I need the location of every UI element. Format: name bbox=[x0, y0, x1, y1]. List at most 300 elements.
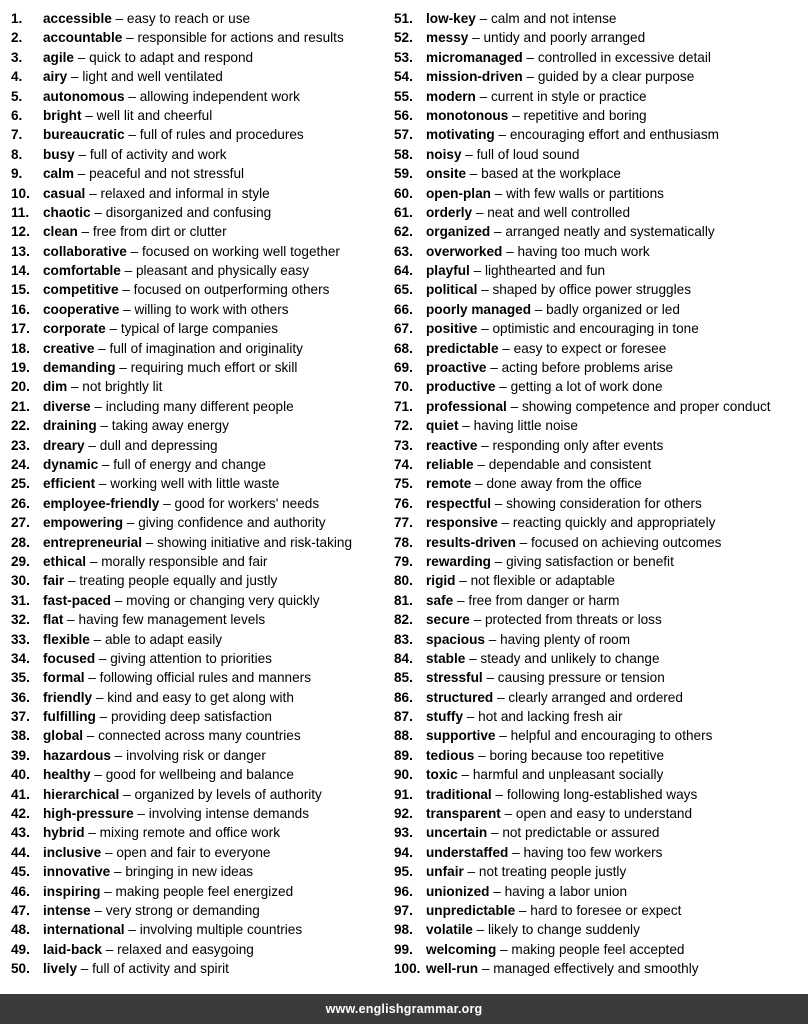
list-item bbox=[394, 920, 806, 939]
item-word: focused bbox=[43, 650, 96, 666]
list-item bbox=[11, 785, 386, 804]
list-item bbox=[394, 688, 806, 707]
list-item bbox=[394, 862, 806, 881]
list-item bbox=[394, 823, 806, 842]
footer-banner bbox=[0, 994, 808, 1024]
item-number: 72. bbox=[394, 418, 413, 434]
item-separator: – bbox=[463, 864, 479, 880]
item-number: 16. bbox=[11, 301, 30, 317]
item-number: 89. bbox=[394, 747, 413, 763]
item-number: 13. bbox=[11, 243, 30, 259]
item-separator: – bbox=[110, 864, 126, 880]
item-number: 29. bbox=[11, 553, 30, 569]
item-number: 65. bbox=[394, 282, 413, 298]
item-word: volatile bbox=[426, 922, 473, 938]
item-number: 45. bbox=[11, 864, 30, 880]
list-item bbox=[11, 688, 386, 707]
list-item bbox=[11, 746, 386, 765]
item-separator: – bbox=[85, 185, 101, 201]
item-word: reliable bbox=[426, 456, 474, 472]
item-number: 69. bbox=[394, 360, 413, 376]
item-definition: having few management levels bbox=[78, 612, 266, 628]
item-separator: – bbox=[465, 650, 481, 666]
list-item bbox=[394, 436, 806, 455]
item-number: 25. bbox=[11, 476, 30, 492]
item-separator: – bbox=[120, 263, 136, 279]
list-item bbox=[11, 882, 386, 901]
item-number: 58. bbox=[394, 146, 413, 162]
item-definition: having too much work bbox=[517, 243, 650, 259]
list-item bbox=[394, 242, 806, 261]
list-item bbox=[394, 804, 806, 823]
item-separator: – bbox=[111, 11, 127, 26]
item-definition: involving intense demands bbox=[148, 806, 309, 822]
list-item bbox=[11, 67, 386, 86]
item-separator: – bbox=[96, 418, 112, 434]
item-definition: taking away energy bbox=[111, 418, 229, 434]
item-definition: not predictable or assured bbox=[502, 825, 660, 841]
item-number: 14. bbox=[11, 263, 30, 279]
list-item bbox=[394, 455, 806, 474]
item-definition: hard to foresee or expect bbox=[530, 902, 682, 918]
item-word: autonomous bbox=[43, 88, 125, 104]
word-list bbox=[0, 9, 808, 984]
item-word: unpredictable bbox=[426, 902, 516, 918]
item-number: 48. bbox=[11, 922, 30, 938]
item-number: 6. bbox=[11, 107, 23, 123]
item-definition: morally responsible and fair bbox=[101, 553, 268, 569]
item-definition: full of activity and work bbox=[89, 146, 227, 162]
item-number: 74. bbox=[394, 456, 413, 472]
item-number: 96. bbox=[394, 883, 413, 899]
item-number: 97. bbox=[394, 902, 413, 918]
item-separator: – bbox=[89, 631, 105, 647]
item-word: overworked bbox=[426, 243, 503, 259]
list-item bbox=[394, 125, 806, 144]
item-number: 30. bbox=[11, 573, 30, 589]
list-item bbox=[394, 591, 806, 610]
item-separator: – bbox=[90, 204, 106, 220]
list-item bbox=[11, 707, 386, 726]
item-word: bureaucratic bbox=[43, 127, 125, 143]
item-word: micromanaged bbox=[426, 49, 523, 65]
item-definition: giving attention to priorities bbox=[110, 650, 272, 666]
item-number: 22. bbox=[11, 418, 30, 434]
item-separator: – bbox=[473, 456, 489, 472]
item-separator: – bbox=[489, 883, 505, 899]
item-word: dreary bbox=[43, 437, 85, 453]
item-definition: disorganized and confusing bbox=[105, 204, 272, 220]
item-number: 7. bbox=[11, 127, 23, 143]
item-number: 33. bbox=[11, 631, 30, 647]
item-number: 77. bbox=[394, 515, 413, 531]
list-item bbox=[11, 591, 386, 610]
item-word: innovative bbox=[43, 864, 111, 880]
item-separator: – bbox=[497, 515, 513, 531]
item-word: remote bbox=[426, 476, 472, 492]
list-item bbox=[394, 164, 806, 183]
list-item bbox=[394, 184, 806, 203]
item-number: 95. bbox=[394, 864, 413, 880]
item-word: accessible bbox=[43, 11, 112, 26]
item-word: unionized bbox=[426, 883, 490, 899]
item-number: 44. bbox=[11, 844, 30, 860]
item-word: corporate bbox=[43, 321, 106, 337]
item-word: predictable bbox=[426, 340, 499, 356]
list-item bbox=[394, 67, 806, 86]
list-item bbox=[394, 106, 806, 125]
item-word: spacious bbox=[426, 631, 485, 647]
item-definition: very strong or demanding bbox=[105, 902, 260, 918]
item-word: international bbox=[43, 922, 125, 938]
item-separator: – bbox=[84, 670, 100, 686]
item-separator: – bbox=[508, 107, 524, 123]
item-definition: open and fair to everyone bbox=[116, 844, 271, 860]
item-number: 24. bbox=[11, 456, 30, 472]
item-separator: – bbox=[477, 437, 493, 453]
item-word: accountable bbox=[43, 30, 123, 46]
item-word: casual bbox=[43, 185, 86, 201]
item-number: 88. bbox=[394, 728, 413, 744]
item-word: airy bbox=[43, 69, 68, 85]
list-item bbox=[11, 804, 386, 823]
item-definition: pleasant and physically easy bbox=[135, 263, 309, 279]
item-number: 91. bbox=[394, 786, 413, 802]
item-separator: – bbox=[472, 204, 488, 220]
item-definition: encouraging effort and enthusiasm bbox=[509, 127, 719, 143]
item-separator: – bbox=[495, 379, 511, 395]
item-definition: organized by levels of authority bbox=[134, 786, 322, 802]
item-word: professional bbox=[426, 398, 507, 414]
item-word: stable bbox=[426, 650, 466, 666]
list-item bbox=[11, 494, 386, 513]
item-number: 26. bbox=[11, 495, 30, 511]
item-word: uncertain bbox=[426, 825, 488, 841]
item-separator: – bbox=[115, 360, 131, 376]
item-definition: including many different people bbox=[105, 398, 294, 414]
item-definition: kind and easy to get along with bbox=[107, 689, 294, 705]
item-word: demanding bbox=[43, 360, 116, 376]
item-separator: – bbox=[73, 166, 90, 182]
item-word: creative bbox=[43, 340, 95, 356]
item-separator: – bbox=[502, 243, 518, 259]
item-separator: – bbox=[95, 476, 111, 492]
item-number: 31. bbox=[11, 592, 30, 608]
item-definition: willing to work with others bbox=[134, 301, 289, 317]
list-item bbox=[394, 474, 806, 493]
item-number: 94. bbox=[394, 844, 413, 860]
list-item bbox=[394, 630, 806, 649]
item-separator: – bbox=[493, 689, 509, 705]
item-definition: guided by a clear purpose bbox=[537, 69, 695, 85]
item-definition: boring because too repetitive bbox=[489, 747, 665, 763]
list-item bbox=[394, 610, 806, 629]
item-word: rewarding bbox=[426, 553, 491, 569]
list-item bbox=[11, 823, 386, 842]
list-item bbox=[11, 300, 386, 319]
list-item bbox=[394, 28, 806, 47]
item-definition: good for wellbeing and balance bbox=[105, 767, 294, 783]
item-separator: – bbox=[74, 146, 90, 162]
item-word: understaffed bbox=[426, 844, 509, 860]
item-number: 61. bbox=[394, 204, 413, 220]
item-word: global bbox=[43, 728, 84, 744]
list-item bbox=[11, 106, 386, 125]
list-item bbox=[394, 726, 806, 745]
item-word: intense bbox=[43, 902, 91, 918]
item-word: comfortable bbox=[43, 263, 121, 279]
list-item bbox=[394, 9, 806, 28]
item-word: onsite bbox=[426, 166, 467, 182]
item-separator: – bbox=[471, 476, 487, 492]
item-word: open-plan bbox=[426, 185, 491, 201]
list-item bbox=[394, 416, 806, 435]
item-definition: making people feel energized bbox=[115, 883, 294, 899]
item-word: rigid bbox=[426, 573, 456, 589]
item-definition: involving multiple countries bbox=[139, 922, 303, 938]
list-item bbox=[11, 920, 386, 939]
item-separator: – bbox=[472, 922, 488, 938]
item-definition: giving confidence and authority bbox=[138, 515, 326, 531]
item-definition: focused on working well together bbox=[141, 243, 340, 259]
item-number: 17. bbox=[11, 321, 30, 337]
item-definition: protected from threats or loss bbox=[484, 612, 662, 628]
item-number: 83. bbox=[394, 631, 413, 647]
item-separator: – bbox=[469, 612, 485, 628]
item-word: motivating bbox=[426, 127, 495, 143]
item-separator: – bbox=[124, 88, 140, 104]
item-definition: peaceful and not stressful bbox=[89, 166, 245, 182]
item-word: diverse bbox=[43, 398, 91, 414]
item-separator: – bbox=[110, 747, 127, 763]
item-definition: showing initiative and risk-taking bbox=[157, 534, 353, 550]
item-separator: – bbox=[83, 728, 99, 744]
item-definition: showing competence and proper conduct bbox=[521, 398, 771, 414]
item-word: inspiring bbox=[43, 883, 101, 899]
item-word: well-run bbox=[426, 961, 479, 977]
item-word: clean bbox=[43, 224, 78, 240]
list-item bbox=[394, 552, 806, 571]
item-separator: – bbox=[496, 941, 512, 957]
item-separator: – bbox=[494, 127, 510, 143]
list-item bbox=[11, 668, 386, 687]
item-definition: badly organized or led bbox=[546, 301, 680, 317]
item-number: 67. bbox=[394, 321, 413, 337]
item-word: efficient bbox=[43, 476, 96, 492]
item-definition: hot and lacking fresh air bbox=[478, 709, 623, 725]
item-word: mission-driven bbox=[426, 69, 523, 85]
item-number: 63. bbox=[394, 243, 413, 259]
right-column bbox=[394, 9, 806, 979]
item-word: supportive bbox=[426, 728, 496, 744]
item-number: 2. bbox=[11, 30, 23, 46]
item-word: tedious bbox=[426, 747, 475, 763]
item-word: flexible bbox=[43, 631, 90, 647]
list-item bbox=[11, 630, 386, 649]
item-word: hybrid bbox=[43, 825, 85, 841]
item-definition: having a labor union bbox=[504, 883, 627, 899]
item-word: safe bbox=[426, 592, 454, 608]
item-word: collaborative bbox=[43, 243, 127, 259]
item-definition: bringing in new ideas bbox=[125, 864, 254, 880]
item-definition: not brightly lit bbox=[82, 379, 163, 395]
item-definition: moving or changing very quickly bbox=[126, 592, 320, 608]
item-word: hierarchical bbox=[43, 786, 120, 802]
list-item bbox=[394, 765, 806, 784]
item-number: 28. bbox=[11, 534, 30, 550]
item-word: reactive bbox=[426, 437, 478, 453]
item-definition: providing deep satisfaction bbox=[110, 709, 272, 725]
footer-url: www.englishgrammar.org bbox=[325, 1002, 483, 1016]
item-separator: – bbox=[124, 127, 140, 143]
item-number: 76. bbox=[394, 495, 413, 511]
list-item bbox=[11, 533, 386, 552]
item-number: 79. bbox=[394, 553, 413, 569]
item-definition: relaxed and informal in style bbox=[100, 185, 270, 201]
item-word: dim bbox=[43, 379, 68, 395]
list-item bbox=[11, 726, 386, 745]
item-word: formal bbox=[43, 670, 85, 686]
list-item bbox=[394, 494, 806, 513]
list-item bbox=[394, 785, 806, 804]
item-definition: light and well ventilated bbox=[82, 69, 223, 85]
item-separator: – bbox=[90, 902, 106, 918]
item-word: entrepreneurial bbox=[43, 534, 142, 550]
item-separator: – bbox=[486, 360, 502, 376]
item-separator: – bbox=[77, 224, 93, 240]
item-number: 60. bbox=[394, 185, 413, 201]
item-number: 71. bbox=[394, 398, 413, 414]
item-word: fulfilling bbox=[43, 709, 96, 725]
list-item bbox=[11, 242, 386, 261]
item-separator: – bbox=[101, 941, 118, 957]
list-item bbox=[11, 765, 386, 784]
item-number: 86. bbox=[394, 689, 413, 705]
item-number: 40. bbox=[11, 767, 30, 783]
item-separator: – bbox=[119, 301, 135, 317]
item-separator: – bbox=[64, 573, 80, 589]
item-number: 3. bbox=[11, 49, 23, 65]
item-separator: – bbox=[498, 340, 514, 356]
item-word: agile bbox=[43, 49, 74, 65]
item-separator: – bbox=[98, 456, 114, 472]
list-item bbox=[11, 455, 386, 474]
item-number: 78. bbox=[394, 534, 413, 550]
list-item bbox=[394, 48, 806, 67]
list-item bbox=[394, 280, 806, 299]
item-definition: allowing independent work bbox=[139, 88, 300, 104]
item-definition: quick to adapt and respond bbox=[89, 49, 254, 65]
item-number: 57. bbox=[394, 127, 413, 143]
item-separator: – bbox=[522, 49, 538, 65]
list-item bbox=[11, 416, 386, 435]
item-word: draining bbox=[43, 418, 97, 434]
list-item bbox=[11, 436, 386, 455]
item-number: 55. bbox=[394, 88, 413, 104]
item-separator: – bbox=[84, 825, 100, 841]
item-word: structured bbox=[426, 689, 494, 705]
list-item bbox=[394, 261, 806, 280]
item-word: responsive bbox=[426, 515, 498, 531]
item-separator: – bbox=[81, 107, 97, 123]
item-separator: – bbox=[95, 650, 111, 666]
item-separator: – bbox=[461, 146, 477, 162]
item-number: 15. bbox=[11, 282, 30, 298]
list-item bbox=[11, 959, 386, 978]
item-definition: neat and well controlled bbox=[487, 204, 631, 220]
item-separator: – bbox=[124, 922, 140, 938]
item-definition: full of loud sound bbox=[476, 146, 580, 162]
list-item bbox=[394, 533, 806, 552]
item-number: 81. bbox=[394, 592, 413, 608]
item-word: welcoming bbox=[426, 941, 497, 957]
item-word: chaotic bbox=[43, 204, 91, 220]
item-definition: typical of large companies bbox=[120, 321, 278, 337]
list-item bbox=[394, 300, 806, 319]
item-separator: – bbox=[100, 883, 116, 899]
item-word: productive bbox=[426, 379, 496, 395]
item-word: cooperative bbox=[43, 301, 120, 317]
item-definition: untidy and poorly arranged bbox=[483, 30, 646, 46]
item-word: orderly bbox=[426, 204, 473, 220]
item-number: 4. bbox=[11, 69, 23, 85]
item-separator: – bbox=[133, 806, 149, 822]
item-separator: – bbox=[90, 398, 106, 414]
item-definition: easy to expect or foresee bbox=[513, 340, 667, 356]
item-number: 23. bbox=[11, 437, 30, 453]
item-number: 70. bbox=[394, 379, 413, 395]
item-separator: – bbox=[90, 767, 106, 783]
item-word: inclusive bbox=[43, 844, 102, 860]
list-item bbox=[11, 358, 386, 377]
list-item bbox=[11, 474, 386, 493]
item-number: 80. bbox=[394, 573, 413, 589]
item-definition: making people feel accepted bbox=[511, 941, 685, 957]
item-number: 11. bbox=[11, 204, 30, 220]
list-item bbox=[394, 339, 806, 358]
item-number: 21. bbox=[11, 398, 30, 414]
item-separator: – bbox=[455, 573, 471, 589]
item-definition: focused on outperforming others bbox=[133, 282, 330, 298]
item-definition: optimistic and encouraging in tone bbox=[492, 321, 699, 337]
item-number: 32. bbox=[11, 612, 30, 628]
item-separator: – bbox=[495, 728, 511, 744]
item-definition: having too few workers bbox=[523, 844, 663, 860]
item-separator: – bbox=[475, 11, 491, 26]
item-definition: full of energy and change bbox=[113, 456, 266, 472]
item-definition: acting before problems arise bbox=[501, 360, 674, 376]
list-item bbox=[394, 746, 806, 765]
item-separator: – bbox=[515, 534, 532, 550]
item-number: 54. bbox=[394, 69, 413, 85]
item-word: organized bbox=[426, 224, 491, 240]
item-definition: showing consideration for others bbox=[506, 495, 702, 511]
item-separator: – bbox=[490, 224, 506, 240]
item-number: 100. bbox=[394, 961, 421, 977]
item-separator: – bbox=[105, 321, 121, 337]
item-word: healthy bbox=[43, 767, 91, 783]
item-separator: – bbox=[506, 398, 522, 414]
item-definition: helpful and encouraging to others bbox=[510, 728, 713, 744]
item-word: calm bbox=[43, 166, 74, 182]
item-number: 42. bbox=[11, 806, 30, 822]
item-definition: not treating people justly bbox=[478, 864, 627, 880]
list-item bbox=[11, 184, 386, 203]
item-number: 27. bbox=[11, 515, 30, 531]
list-item bbox=[11, 610, 386, 629]
list-item bbox=[11, 87, 386, 106]
item-number: 82. bbox=[394, 612, 413, 628]
